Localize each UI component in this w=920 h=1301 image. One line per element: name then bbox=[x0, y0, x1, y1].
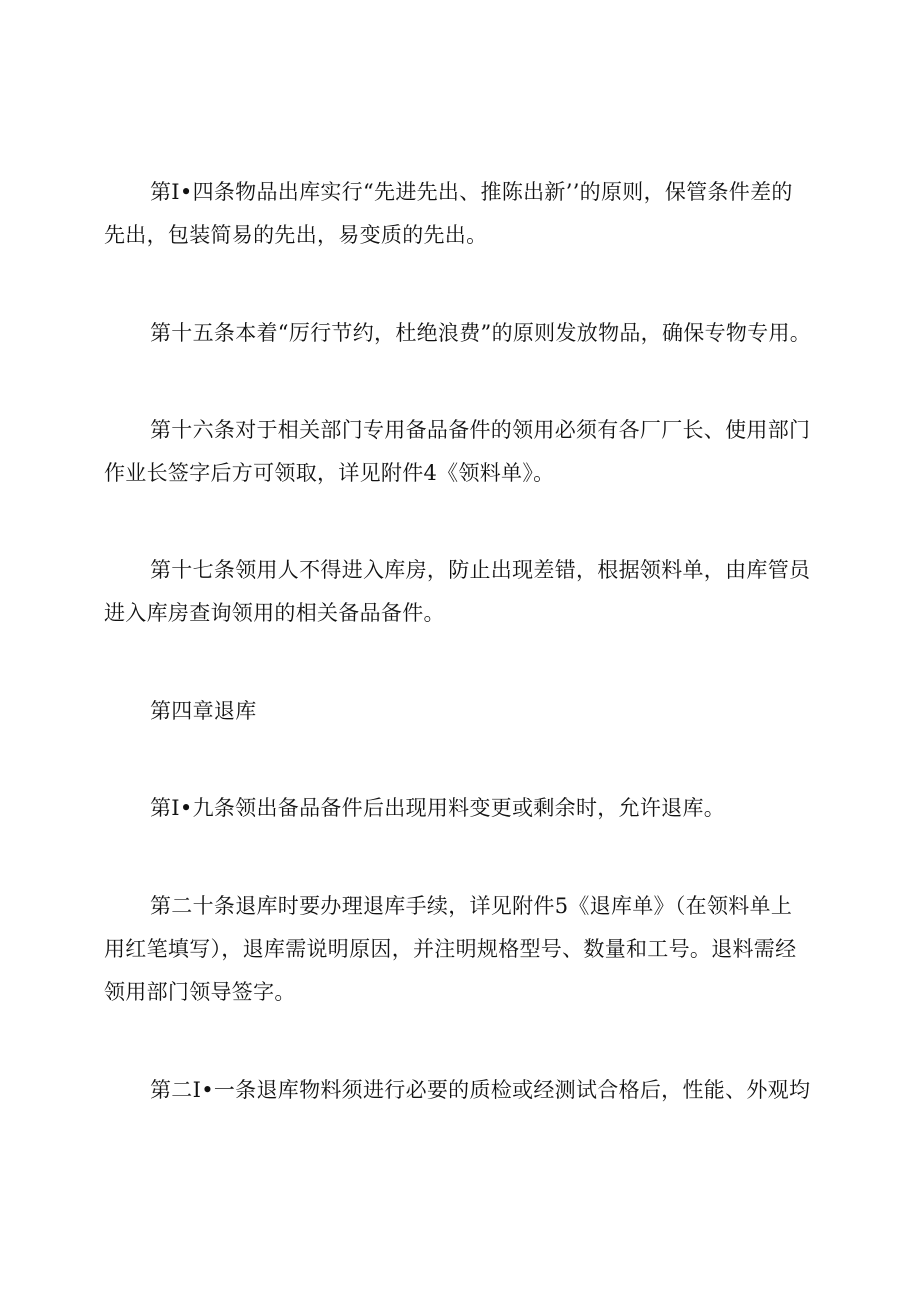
article-19-paragraph bbox=[104, 787, 834, 830]
paragraph-line: 第二十条退库时要办理退库手续，详见附件5《退库单》（在领料单上 bbox=[150, 894, 793, 918]
article-21-paragraph bbox=[104, 1069, 834, 1112]
paragraph-line: 第二I•一条退库物料须进行必要的质检或经测试合格后，性能、外观均 bbox=[150, 1078, 811, 1102]
chapter-4-heading bbox=[104, 690, 834, 733]
paragraph-line: 先出，包装简易的先出，易变质的先出。 bbox=[104, 223, 488, 247]
article-14-paragraph bbox=[104, 171, 834, 257]
paragraph-line: 进入库房查询领用的相关备品备件。 bbox=[104, 601, 445, 625]
paragraph-line: 第十七条领用人不得进入库房，防止出现差错，根据领料单，由库管员 bbox=[150, 558, 811, 582]
paragraph-line: 作业长签字后方可领取，详见附件4《领料单》。 bbox=[104, 461, 555, 485]
chapter-heading-text: 第四章退库 bbox=[150, 699, 257, 723]
article-16-paragraph bbox=[104, 409, 834, 495]
article-20-paragraph bbox=[104, 885, 834, 1014]
paragraph-line: 第I•九条领出备品备件后出现用料变更或剩余时，允许退库。 bbox=[150, 796, 726, 820]
article-15-paragraph bbox=[104, 312, 834, 355]
paragraph-line: 领用部门领导签字。 bbox=[104, 980, 296, 1004]
paragraph-line: 第十五条本着“厉行节约，杜绝浪费”的原则发放物品，确保专物专用。 bbox=[150, 321, 812, 345]
paragraph-line: 用红笔填写），退库需说明原因，并注明规格型号、数量和工号。退料需经 bbox=[104, 937, 797, 961]
paragraph-line: 第I•四条物品出库实行“先进先出、推陈出新’’的原则，保管条件差的 bbox=[150, 180, 793, 204]
article-17-paragraph bbox=[104, 549, 834, 635]
paragraph-line: 第十六条对于相关部门专用备品备件的领用必须有各厂厂长、使用部门 bbox=[150, 418, 811, 442]
